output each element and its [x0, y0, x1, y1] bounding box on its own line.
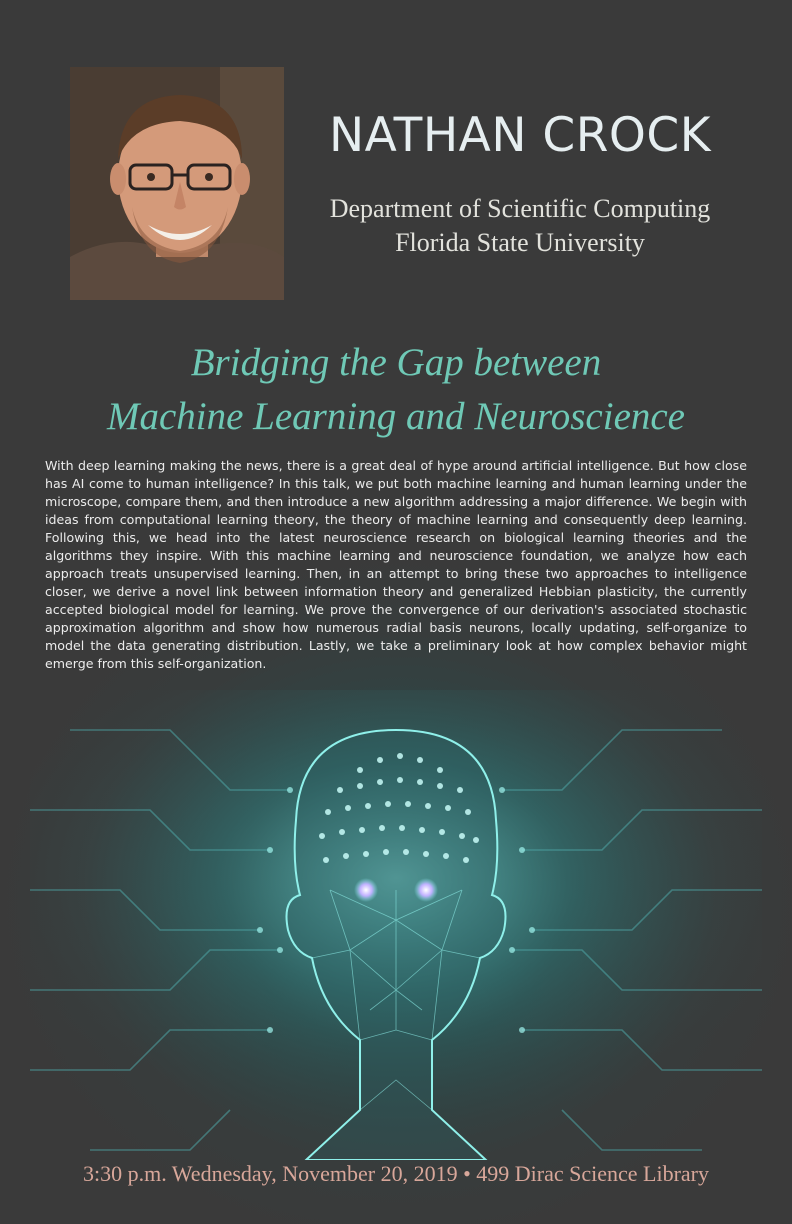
event-details: 3:30 p.m. Wednesday, November 20, 2019 • 499 Dirac Science Library [82, 1161, 710, 1186]
speaker-affiliation [300, 192, 740, 260]
talk-title [30, 336, 762, 444]
talk-abstract: With deep learning making the news, there is a great deal of hype around artificial intelligence. But how close has AI come to human intelligence? In this talk, we put both machine learning and human learning under the microscope, compare them, and then introduce a new algorithm addressing a major difference. We begin with ideas from computational learning theory, the theory of machine learning and consequently deep learning. Following this, we head into the latest neuroscience research on biological learning theories and the algorithms they inspire. With this machine learning and neuroscience foundation, we analyze how each approach treats unsupervised learning. Then, in an attempt to bring these two approaches to intelligence closer, we derive a novel link between information theory and generalized Hebbian plasticity, the currently accepted biological model for learning. We prove the convergence of our derivation's associated stochastic approximation algorithm and show how numerous radial basis neurons, locally updating, self-organize to model the data generating distribution. Lastly, we take a preliminary look at how complex behavior might emerge from this self-organization. [45, 458, 747, 671]
speaker-name: NATHAN CROCK [328, 108, 712, 163]
talk-title-line1: Bridging the Gap between [190, 341, 602, 384]
speaker-photo [70, 67, 284, 300]
university: Florida State University [395, 228, 645, 257]
department: Department of Scientific Computing [329, 194, 711, 223]
ai-head-illustration [30, 690, 762, 1160]
talk-title-line2: Machine Learning and Neuroscience [106, 395, 685, 438]
